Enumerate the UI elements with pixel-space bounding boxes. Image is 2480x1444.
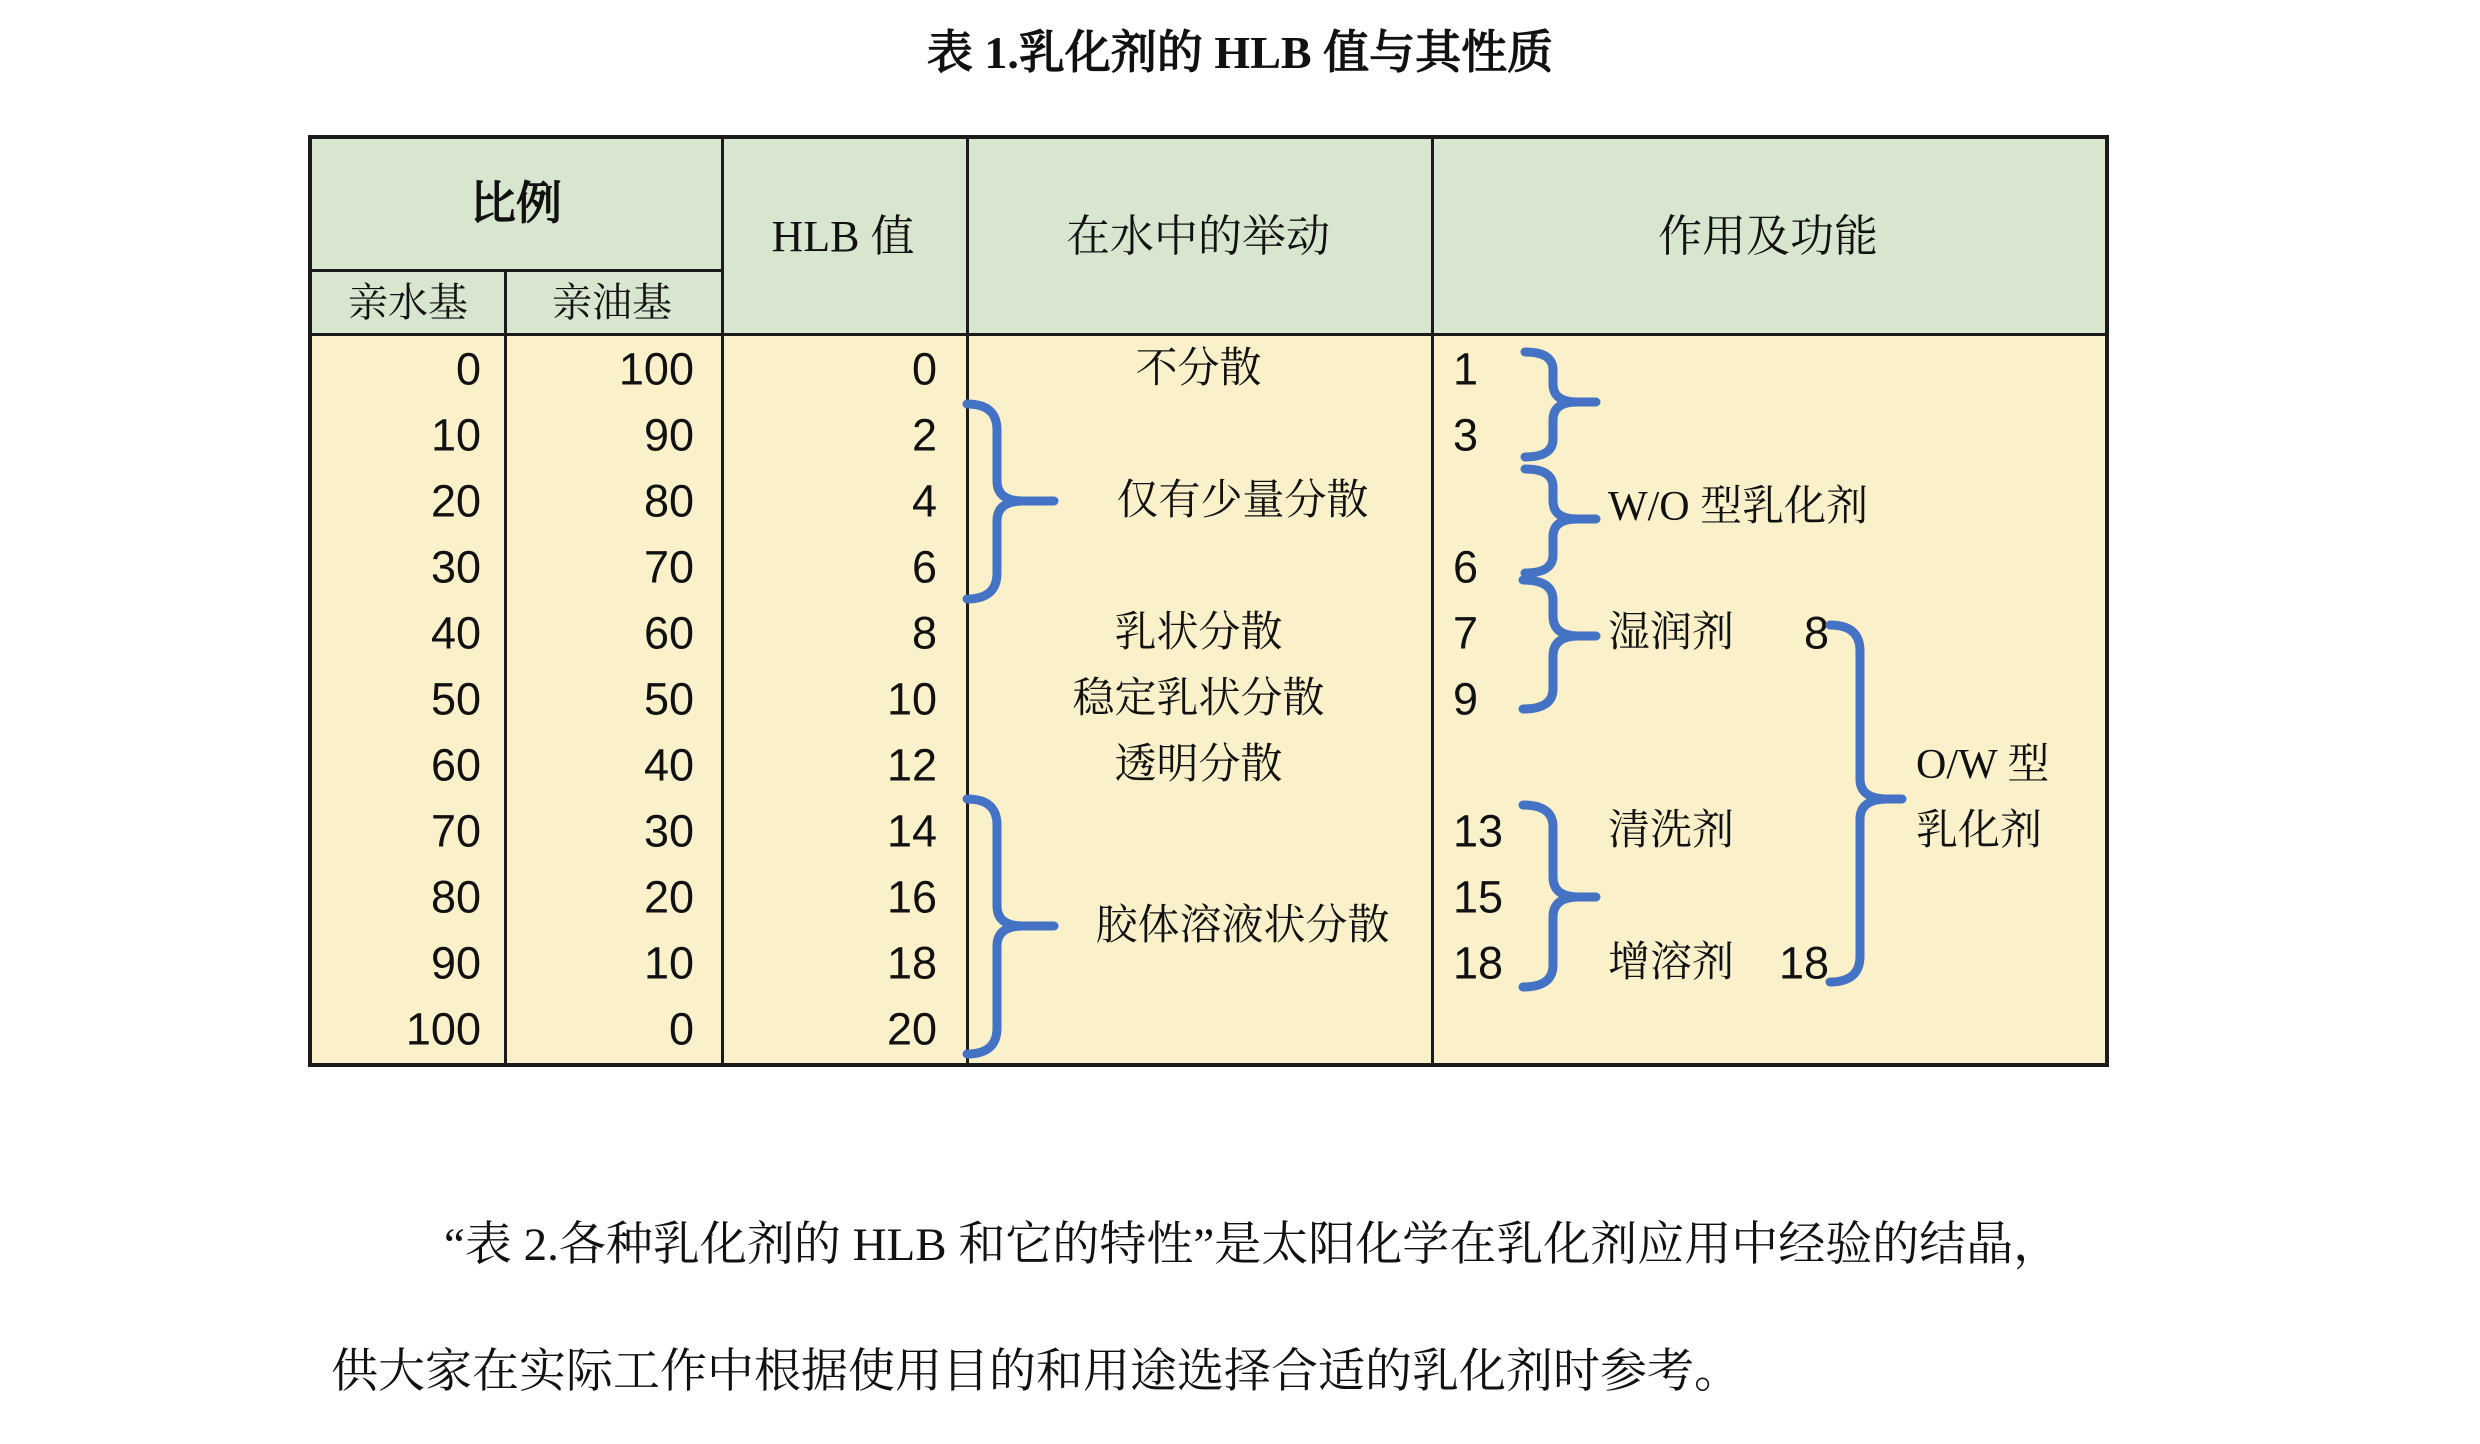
lipophilic-value: 70 (643, 541, 694, 593)
lipophilic-value: 30 (643, 805, 694, 857)
behavior-stable-milky-dispersion: 稳定乳状分散 (1072, 676, 1325, 722)
brace-slight-dispersion (967, 404, 1054, 599)
brace-cleaning-solubilizing (1523, 805, 1596, 987)
behavior-translucent-dispersion: 透明分散 (1114, 742, 1283, 788)
function-hlb-number: 15 (1453, 871, 1504, 923)
function-hlb-number: 3 (1453, 409, 1479, 461)
function-hlb-number: 6 (1453, 541, 1479, 593)
hydrophilic-value: 90 (430, 937, 481, 989)
hlb-value: 14 (886, 805, 937, 857)
function-hlb-number: 18 (1779, 937, 1830, 989)
label-cleaning-agent: 清洗剂 (1608, 808, 1735, 854)
hydrophilic-value: 50 (430, 673, 481, 725)
lipophilic-value: 50 (643, 673, 694, 725)
function-hlb-number: 8 (1804, 607, 1830, 659)
hydrophilic-value: 60 (430, 739, 481, 791)
hlb-value: 2 (911, 409, 937, 461)
brace-colloidal-dispersion (967, 799, 1054, 1054)
lipophilic-value: 80 (643, 475, 694, 527)
hlb-value: 10 (886, 673, 937, 725)
divider-hlb-behavior (966, 139, 969, 1063)
hydrophilic-value: 20 (430, 475, 481, 527)
function-hlb-number: 13 (1453, 805, 1504, 857)
lipophilic-value: 10 (643, 937, 694, 989)
label-wo-emulsifier: W/O 型乳化剂 (1608, 484, 1869, 530)
table-title: 表 1.乳化剂的 HLB 值与其性质 (926, 27, 1554, 78)
hlb-value: 12 (886, 739, 937, 791)
header-hlb-value: HLB 值 (771, 212, 915, 261)
hydrophilic-value: 0 (455, 343, 481, 395)
lipophilic-value: 60 (643, 607, 694, 659)
header-ratio: 比例 (470, 178, 562, 229)
lipophilic-value: 100 (618, 343, 694, 395)
label-ow-emulsifier-line1: O/W 型 (1916, 742, 2050, 788)
hydrophilic-value: 100 (405, 1003, 481, 1055)
hlb-value: 4 (911, 475, 937, 527)
hlb-value: 18 (886, 937, 937, 989)
behavior-slight-dispersion: 仅有少量分散 (1116, 478, 1369, 524)
paragraph-line-2: 供大家在实际工作中根据使用目的和用途选择合适的乳化剂时参考。 (331, 1346, 1741, 1398)
header-behavior: 在水中的举动 (1066, 212, 1330, 261)
behavior-no-dispersion: 不分散 (1135, 346, 1262, 392)
hydrophilic-value: 10 (430, 409, 481, 461)
hydrophilic-value: 80 (430, 871, 481, 923)
hlb-table (308, 135, 2109, 1067)
hlb-value: 16 (886, 871, 937, 923)
brace-wo-emulsifier (1525, 469, 1596, 573)
label-wetting-agent: 湿润剂 (1608, 610, 1735, 656)
divider-ratio-subheader (312, 269, 721, 272)
brace-wetting-agent (1523, 580, 1596, 709)
brace-hlb-1-3 (1525, 352, 1596, 457)
behavior-milky-dispersion: 乳状分散 (1114, 610, 1283, 656)
hydrophilic-value: 40 (430, 607, 481, 659)
paragraph-line-1: “表 2.各种乳化剂的 HLB 和它的特性”是太阳化学在乳化剂应用中经验的结晶， (444, 1219, 2061, 1271)
lipophilic-value: 0 (668, 1003, 694, 1055)
hydrophilic-value: 30 (430, 541, 481, 593)
hlb-value: 6 (911, 541, 937, 593)
header-lipophilic: 亲油基 (552, 280, 672, 325)
hlb-value: 8 (911, 607, 937, 659)
hlb-value: 0 (911, 343, 937, 395)
header-hydrophilic: 亲水基 (348, 280, 468, 325)
lipophilic-value: 40 (643, 739, 694, 791)
function-hlb-number: 18 (1453, 937, 1504, 989)
lipophilic-value: 90 (643, 409, 694, 461)
header-function: 作用及功能 (1658, 212, 1878, 261)
label-ow-emulsifier-line2: 乳化剂 (1916, 808, 2043, 854)
divider-ratio-hlb (721, 139, 724, 1063)
brace-ow-emulsifier (1830, 625, 1902, 982)
hlb-value: 20 (886, 1003, 937, 1055)
divider-behavior-function (1431, 139, 1434, 1063)
function-hlb-number: 1 (1453, 343, 1479, 395)
hydrophilic-value: 70 (430, 805, 481, 857)
lipophilic-value: 20 (643, 871, 694, 923)
function-hlb-number: 9 (1453, 673, 1479, 725)
function-hlb-number: 7 (1453, 607, 1479, 659)
behavior-colloidal-dispersion: 胶体溶液状分散 (1095, 903, 1390, 949)
label-solubilizing-agent: 增溶剂 (1608, 940, 1735, 986)
